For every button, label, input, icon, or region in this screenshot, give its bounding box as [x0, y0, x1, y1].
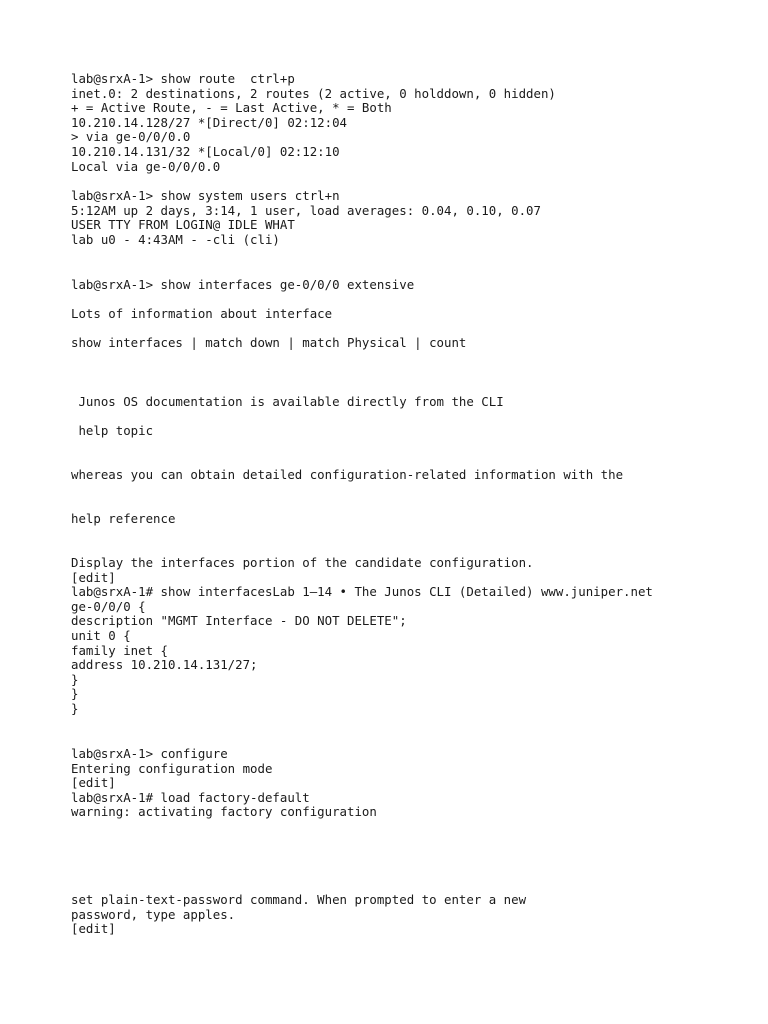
text-line: lab u0 - 4:43AM - -cli (cli) — [71, 231, 280, 247]
text-line: > via ge-0/0/0.0 — [71, 129, 191, 145]
text-line: address 10.210.14.131/27; — [71, 657, 258, 673]
text-line: Entering configuration mode — [71, 760, 273, 776]
text-line: password, type apples. — [71, 906, 236, 922]
text-line: } — [71, 686, 79, 702]
text-line: help reference — [71, 511, 176, 526]
text-line: Lots of information about interface — [71, 306, 333, 321]
text-line: 10.210.14.131/32 *[Local/0] 02:12:10 — [71, 144, 340, 159]
text-line: whereas you can obtain detailed configuration-related information with the — [71, 467, 624, 482]
text-line: [edit] — [71, 569, 116, 585]
text-line: description "MGMT Interface - DO NOT DELETE"; — [71, 613, 407, 629]
text-line: Local via ge-0/0/0.0 — [71, 158, 221, 174]
text-line: } — [71, 671, 79, 687]
text-line: unit 0 { — [71, 628, 131, 643]
text-line: family inet { — [71, 642, 168, 658]
text-line: lab@srxA-1> show route ctrl+p — [71, 71, 295, 86]
text-line: ge-0/0/0 { — [71, 598, 146, 614]
text-line: lab@srxA-1> show system users ctrl+n — [71, 188, 340, 203]
text-line: + = Active Route, - = Last Active, * = Both — [71, 100, 392, 116]
text-line: lab@srxA-1> show interfaces ge-0/0/0 extensive — [71, 277, 415, 292]
text-line: warning: activating factory configuration — [71, 804, 377, 820]
text-line: 5:12AM up 2 days, 3:14, 1 user, load averages: 0.04, 0.10, 0.07 — [71, 202, 541, 218]
text-line: show interfaces | match down | match Physical | count — [71, 335, 467, 350]
text-line: set plain-text-password command. When prompted to enter a new — [71, 892, 527, 907]
text-line: USER TTY FROM LOGIN@ IDLE WHAT — [71, 217, 295, 233]
text-line: lab@srxA-1# show interfacesLab 1–14 • The Junos CLI (Detailed) www.juniper.net — [71, 584, 653, 600]
text-line: lab@srxA-1# load factory-default — [71, 789, 310, 805]
text-line: inet.0: 2 destinations, 2 routes (2 active, 0 holddown, 0 hidden) — [71, 85, 556, 101]
text-line: Junos OS documentation is available directly from the CLI — [71, 394, 504, 409]
text-line: lab@srxA-1> configure — [71, 746, 228, 761]
text-line: [edit] — [71, 921, 116, 937]
text-line: 10.210.14.128/27 *[Direct/0] 02:12:04 — [71, 114, 348, 130]
text-line: } — [71, 701, 79, 716]
text-line: [edit] — [71, 775, 116, 791]
text-line: help topic — [71, 423, 154, 438]
text-line: Display the interfaces portion of the candidate configuration. — [71, 555, 534, 570]
